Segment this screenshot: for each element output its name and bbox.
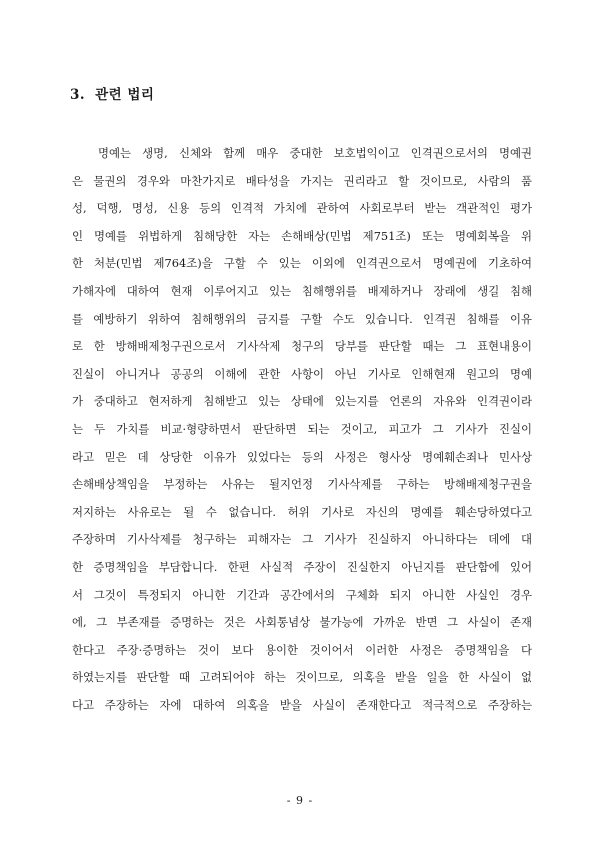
paragraph-line: 저지하는 사유로는 될 수 없습니다. 허위 기사로 자신의 명예를 훼손당하였다고 <box>72 504 532 519</box>
paragraph-line: 서 그것이 특정되지 아니한 기간과 공간에서의 구체화 되지 아니한 사실인 경우 <box>72 587 532 602</box>
paragraph-line: 가해자에 대하여 현재 이루어지고 있는 침해행위를 배제하거나 장래에 생길 침해 <box>72 283 532 298</box>
paragraph-line: 하였는지를 판단할 때 고려되어야 하는 것이므로, 의혹을 받을 일을 한 사실이 없 <box>72 670 532 685</box>
section-number: 3. <box>70 87 86 103</box>
paragraph-line: 로 한 방해배제청구권으로서 기사삭제 청구의 당부를 판단할 때는 그 표현내용이 <box>72 339 532 354</box>
section-title: 관련 법리 <box>95 87 155 103</box>
paragraph-line: 주장하며 기사삭제를 청구하는 피해자는 그 기사가 진실하지 아니하다는 데에 대 <box>72 532 532 547</box>
paragraph-line: 명예는 생명, 신체와 함께 매우 중대한 보호법익이고 인격권으로서의 명예권 <box>98 146 532 160</box>
section-heading <box>70 83 154 103</box>
paragraph-line: 한 증명책임을 부담합니다. 한편 사실적 주장이 진실한지 아닌지를 판단함에 있어 <box>72 559 532 574</box>
paragraph-line: 한다고 주장·증명하는 것이 보다 용이한 것이어서 이러한 사정은 증명책임을 다 <box>72 642 532 657</box>
paragraph-line: 한 처분(민법 제764조)을 구할 수 있는 이외에 인격권으로서 명예권에 기초하여 <box>72 256 532 271</box>
paragraph-line: 를 예방하기 위하여 침해행위의 금지를 구할 수도 있습니다. 인격권 침해를 이유 <box>72 311 532 326</box>
paragraph-line: 라고 믿은 데 상당한 이유가 있었다는 등의 사정은 형사상 명예훼손죄나 민사상 <box>72 449 532 464</box>
page-number: - 9 - <box>286 794 314 807</box>
paragraph-line: 인 명예를 위법하게 침해당한 자는 손해배상(민법 제751조) 또는 명예회복을 위 <box>72 228 532 243</box>
paragraph-line: 성, 덕행, 명성, 신용 등의 인격적 가치에 관하여 사회로부터 받는 객관적인 평가 <box>72 201 532 216</box>
paragraph-line: 진실이 아니거나 공공의 이해에 관한 사항이 아닌 기사로 인해현재 원고의 명예 <box>72 366 532 381</box>
paragraph-line: 다고 주장하는 자에 대하여 의혹을 받을 사실이 존재한다고 적극적으로 주장하는 <box>72 697 532 712</box>
paragraph-line: 은 물권의 경우와 마찬가지로 배타성을 가지는 권리라고 할 것이므로, 사람의 품 <box>72 173 532 188</box>
paragraph-line: 가 중대하고 현저하게 침해받고 있는 상태에 있는지를 언론의 자유와 인격권이라 <box>72 394 532 409</box>
paragraph-line: 손해배상책임을 부정하는 사유는 될지언정 기사삭제를 구하는 방해배제청구권을 <box>72 477 532 492</box>
paragraph-line: 는 두 가치를 비교·형량하면서 판단하면 되는 것이고, 피고가 그 기사가 진실이 <box>72 421 532 436</box>
body-paragraph <box>72 140 532 719</box>
paragraph-line: 에, 그 부존재를 증명하는 것은 사회통념상 불가능에 가까운 반면 그 사실이 존재 <box>72 615 532 630</box>
